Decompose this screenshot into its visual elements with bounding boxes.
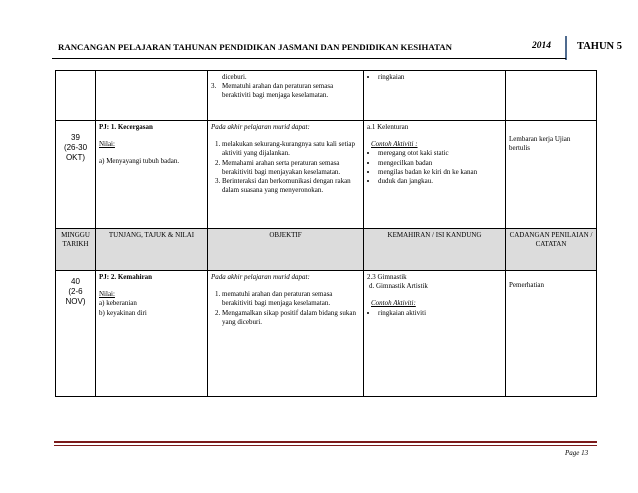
objektif-cell [208,121,364,229]
header-cadangan: CADANGAN PENILAIAN / CATATAN [506,229,597,271]
week-date: (26-30 OKT) [63,143,88,162]
header-tunjang: TUNJANG, TAJUK & NILAI [96,229,208,271]
header-rule [52,58,566,59]
activity-item: • mengecilkan badan [378,159,502,168]
activity-item: • ringkaian aktiviti [378,309,502,318]
cadangan-cell [506,271,597,397]
tunjang-cell [96,121,208,229]
nilai-label: Nilai: [99,140,115,149]
cadangan-text: Pemerhatian [509,281,544,289]
week-cell [56,71,96,121]
tunjang-title: PJ: 1. Kecergasan [99,123,153,131]
activity-item: • mengilas badan ke kiri dn ke kanan [378,168,502,177]
week-number: 39 [71,133,80,142]
document-title: RANCANGAN PELAJARAN TAHUNAN PENDIDIKAN JASMANI DAN PENDIDIKAN KESIHATAN [58,42,453,52]
week-number: 40 [71,277,80,286]
kemahiran-cell [364,71,506,121]
nilai-label: Nilai: [99,290,115,299]
header-kemahiran: KEMAHIRAN / ISI KANDUNG [364,229,506,271]
objective-item: Mematuhi arahan dan peraturan semasa beraktiviti bagi menjaga keselamatan. [222,82,334,100]
activity-item: • meregang otot kaki static [378,149,502,158]
contoh-aktiviti-label: Contoh Aktiviti : [371,140,418,149]
header-divider [565,36,567,60]
nilai-item: b) keyakinan diri [99,308,147,317]
week-date: (2-6 NOV) [65,287,86,306]
week-cell [56,121,96,229]
nilai-item: a) Menyayangi tubuh badan. [99,157,180,166]
header-minggu: MINGGU TARIKH [56,229,96,271]
kemahiran-cell [364,121,506,229]
objective-intro: Pada akhir pelajaran murid dapat: [211,273,310,281]
objektif-cell [208,71,364,121]
objective-intro: Pada akhir pelajaran murid dapat: [211,123,310,131]
tunjang-cell [96,271,208,397]
activity-item: • ringkaian [378,73,502,82]
objective-item: 3. Berinteraksi dan berkomunikasi dengan rakan dalam suasana yang menyeronokan. [222,177,360,195]
year-label: 2014 [532,41,551,51]
footer-rule-thin [54,445,597,446]
header-objektif: OBJEKTIF [208,229,364,271]
kemahiran-cell [364,271,506,397]
activity-item: • duduk dan jangkau. [378,177,502,186]
objective-item: 1. melakukan sekurang-kurangnya satu kali setiap aktiviti yang dijalankan. [222,140,360,158]
objective-number: 3. [211,82,217,91]
cadangan-cell [506,71,597,121]
cadangan-text: Lembaran kerja Ujian bertulis [509,135,571,153]
objektif-cell [208,271,364,397]
objective-item: 2. Memahami arahan serta peraturan semasa berakitiviti bagi menjayakan keselamatan. [222,159,360,177]
tahun-label: TAHUN 5 [577,41,623,52]
objective-item: 1. mematuhi arahan dan peraturan semasa berakitiviti bagi menjaga keselamatan. [222,290,360,308]
week-cell [56,271,96,397]
objective-continuation: diceburi. [222,73,247,81]
page-number: Page 13 [565,449,589,457]
contoh-aktiviti-label: Contoh Aktiviti: [371,299,416,308]
page-header [52,38,623,58]
objective-item: 2. Mengamalkan sikap positif dalam bidang sukan yang diceburi. [222,309,360,327]
tunjang-title: PJ: 2. Kemahiran [99,273,153,281]
table-header-row [56,229,597,271]
lesson-plan-table [55,70,597,397]
cadangan-cell [506,121,597,229]
kemahiran-heading: 2.3 Gimnastik [367,273,407,281]
footer-rule-thick [54,441,597,443]
nilai-item: a) keberanian [99,299,137,308]
table-row [56,271,597,397]
kemahiran-subheading: d. Gimnastik Artistik [369,282,428,291]
table-row [56,121,597,229]
kemahiran-heading: a.1 Kelenturan [367,123,409,131]
tunjang-cell [96,71,208,121]
table-row [56,71,597,121]
